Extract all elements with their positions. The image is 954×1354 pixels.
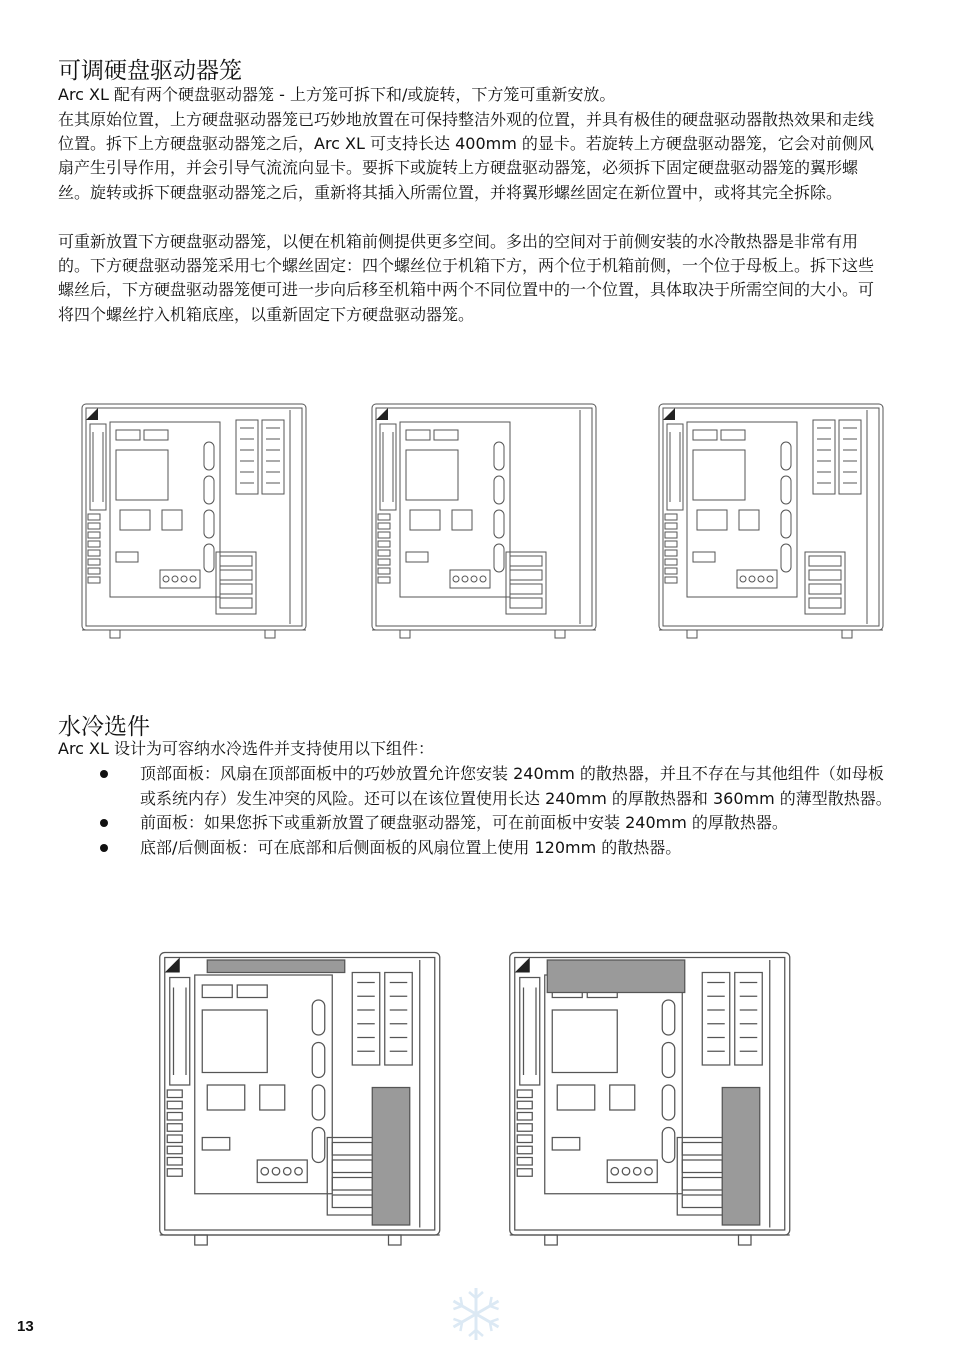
section-title-water-cooling: 水冷选件 [58, 714, 150, 740]
case-diagram-lower-cage-moved [657, 402, 887, 642]
list-item-text: 前面板：如果您拆下或重新放置了硬盘驱动器笼，可在前面板中安装 240mm 的厚散热器。 [140, 813, 788, 832]
paragraph-lower-cage: 可重新放置下方硬盘驱动器笼，以便在机箱前侧提供更多空间。多出的空间对于前侧安装的水冷散热器是非常有用的。下方硬盘驱动器笼采用七个螺丝固定：四个螺丝位于机箱下方，两个位于机箱前侧，一个位于母板上。拆下这些螺丝后，下方硬盘驱动器笼便可进一步向后移至机箱中两个不同位置中的一个位置，具体取决于所需空间的大小。可将四个螺丝拧入机箱底座，以重新固定下方硬盘驱动器笼。 [58, 232, 875, 324]
section-title-hdd-cages: 可调硬盘驱动器笼 [58, 58, 242, 84]
page-number: 13 [17, 1318, 34, 1335]
list-item-text: 顶部面板：风扇在顶部面板中的巧妙放置允许您安装 240mm 的散热器，并且不存在与其他组件（如母板或系统内存）发生冲突的风险。还可以在该位置使用长达 240mm 的厚散热器和 360mm 的薄型散热器。 [140, 764, 892, 808]
bullet-dot [100, 819, 108, 827]
water-cooling-list [58, 762, 898, 860]
paragraph-upper-cage: 在其原始位置，上方硬盘驱动器笼已巧妙地放置在可保持整洁外观的位置，并具有极佳的硬盘驱动器散热效果和走线位置。拆下上方硬盘驱动器笼之后，Arc XL 可支持长达 400mm 的显卡。若旋转上方硬盘驱动器笼，它会对前侧风扇产生引导作用，并会引导气流流向显卡。要拆下或旋转上方硬盘驱动器笼，必须拆下固定硬盘驱动器笼的翼形螺丝。旋转或拆下硬盘驱动器笼之后，重新将其插入所需位置，并将翼形螺丝固定在新位置中，或将其完全拆除。 [58, 110, 875, 202]
water-cooling-intro: Arc XL 设计为可容纳水冷选件并支持使用以下组件： [58, 739, 435, 758]
case-diagram-top-radiator-thick [506, 950, 796, 1250]
case-diagram-upper-cage-removed [370, 402, 600, 642]
list-item [58, 811, 898, 836]
case-diagram-top-radiator-thin [156, 950, 446, 1250]
snowflake-icon [446, 1284, 506, 1344]
list-item [58, 836, 898, 861]
case-diagram-original [80, 402, 310, 642]
paragraph-intro: Arc XL 配有两个硬盘驱动器笼 - 上方笼可拆下和/或旋转，下方笼可重新安放。 [58, 85, 616, 104]
list-item [58, 762, 898, 811]
list-item-text: 底部/后侧面板：可在底部和后侧面板的风扇位置上使用 120mm 的散热器。 [140, 837, 682, 857]
bullet-dot [100, 770, 108, 778]
bullet-dot [100, 844, 108, 852]
